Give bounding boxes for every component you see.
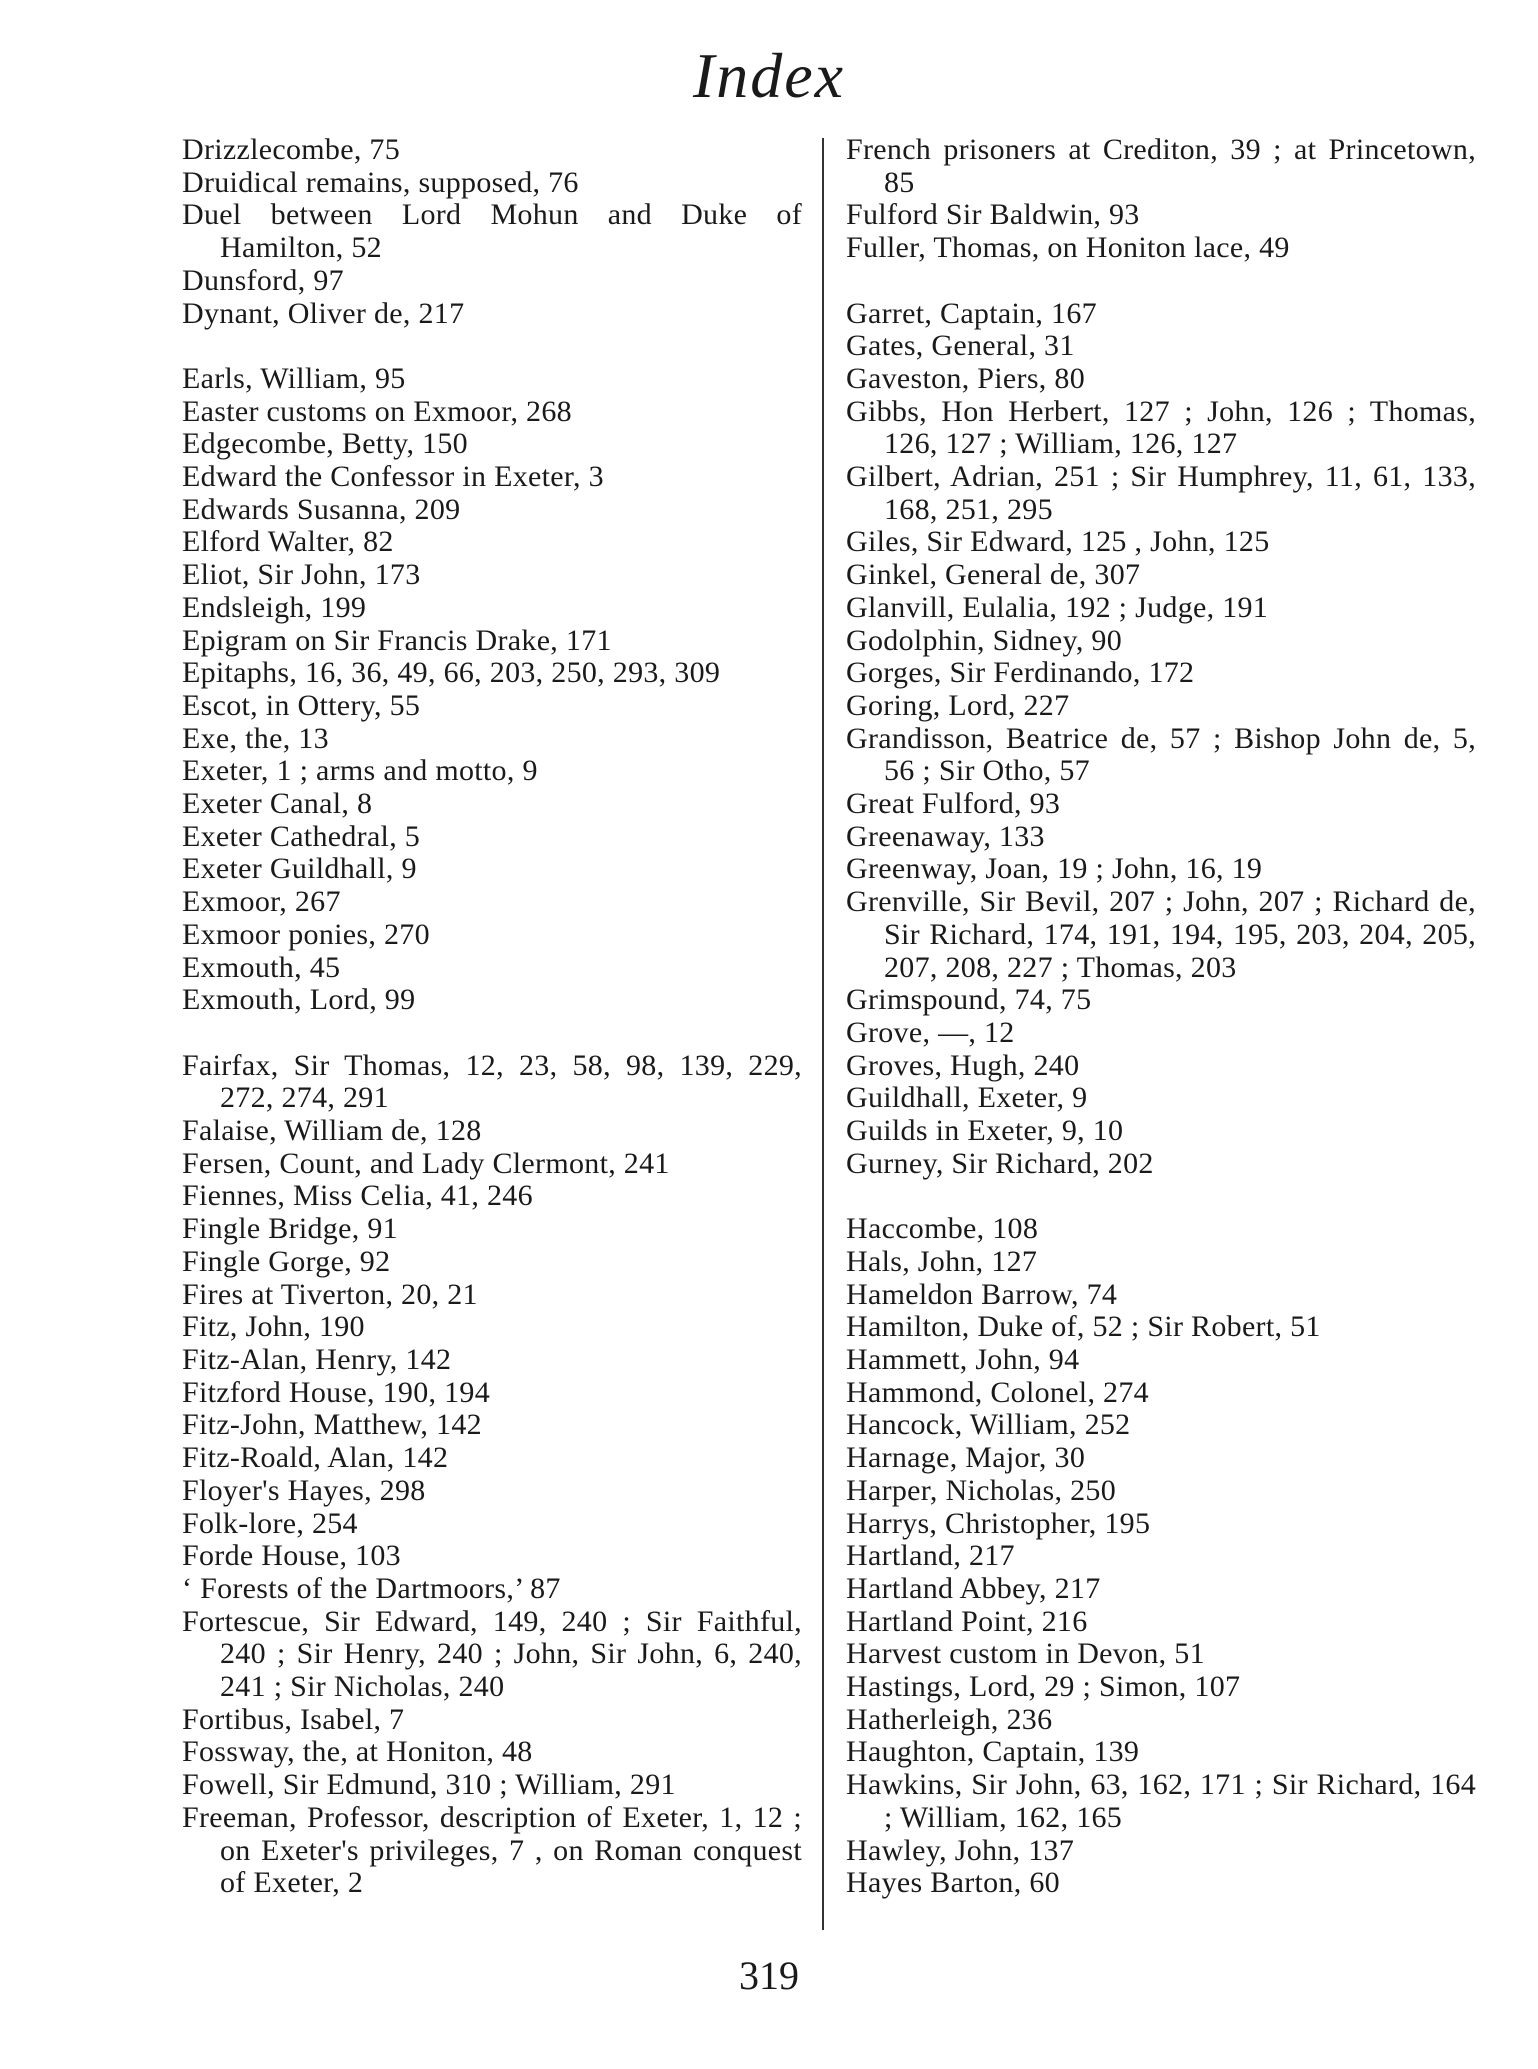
index-entry: Glanvill, Eulalia, 192 ; Judge, 191 xyxy=(846,590,1269,624)
index-entry: Dunsford, 97 xyxy=(182,263,344,297)
index-entry: Grandisson, Beatrice de, 57 ; Bishop John de, 5, 56 ; Sir Otho, 57 xyxy=(846,721,1476,788)
index-entry: Hartland, 217 xyxy=(846,1539,1015,1573)
index-entry: Gurney, Sir Richard, 202 xyxy=(846,1146,1154,1180)
index-entry: Exe, the, 13 xyxy=(182,721,329,755)
index-entry: Grove, —, 12 xyxy=(846,1015,1015,1049)
index-entry: Gorges, Sir Ferdinando, 172 xyxy=(846,656,1195,690)
index-entry: Escot, in Ottery, 55 xyxy=(182,688,421,722)
index-entry: Guilds in Exeter, 9, 10 xyxy=(846,1114,1124,1148)
index-entry: Grenville, Sir Bevil, 207 ; John, 207 ; Richard de, Sir Richard, 174, 191, 194, 195, 203, 204, 205, 207, 208, 227 ; Thomas, 203 xyxy=(846,885,1476,984)
index-entry: Hartland Point, 216 xyxy=(846,1604,1088,1638)
index-column-right xyxy=(846,134,1476,1900)
index-entry: Goring, Lord, 227 xyxy=(846,688,1070,722)
index-entry: Gaveston, Piers, 80 xyxy=(846,361,1086,395)
index-entry: Hawkins, Sir John, 63, 162, 171 ; Sir Richard, 164 ; William, 162, 165 xyxy=(846,1768,1476,1834)
index-entry: Folk-lore, 254 xyxy=(182,1506,358,1540)
index-entry: Hancock, William, 252 xyxy=(846,1408,1131,1442)
index-entry: Gates, General, 31 xyxy=(846,329,1075,363)
index-entry: Harper, Nicholas, 250 xyxy=(846,1473,1117,1507)
index-entry: Greenway, Joan, 19 ; John, 16, 19 xyxy=(846,852,1263,886)
index-entry: Epitaphs, 16, 36, 49, 66, 203, 250, 293, 309 xyxy=(182,656,721,690)
index-entry: Dynant, Oliver de, 217 xyxy=(182,296,465,330)
index-column-left xyxy=(182,134,802,1900)
index-entry: Hammett, John, 94 xyxy=(846,1342,1080,1376)
index-entry: Duel between Lord Mohun and Duke of Hamilton, 52 xyxy=(182,198,802,265)
index-entry: Fairfax, Sir Thomas, 12, 23, 58, 98, 139, 229, 272, 274, 291 xyxy=(182,1048,802,1115)
index-entry: Exmoor, 267 xyxy=(182,885,341,919)
index-entry: Hameldon Barrow, 74 xyxy=(846,1277,1118,1311)
index-entry: Hammond, Colonel, 274 xyxy=(846,1375,1149,1409)
index-entry: Grimspound, 74, 75 xyxy=(846,983,1092,1017)
index-entry: Gilbert, Adrian, 251 ; Sir Humphrey, 11, 61, 133, 168, 251, 295 xyxy=(846,460,1476,526)
index-entry: Exeter Guildhall, 9 xyxy=(182,852,417,886)
index-entry: Giles, Sir Edward, 125 , John, 125 xyxy=(846,525,1270,559)
index-entry: French prisoners at Crediton, 39 ; at Princetown, 85 xyxy=(846,133,1476,199)
index-entry: Fulford Sir Baldwin, 93 xyxy=(846,198,1140,232)
index-entry: Exmouth, Lord, 99 xyxy=(182,983,416,1017)
index-entry: Fitzford House, 190, 194 xyxy=(182,1375,491,1409)
index-entry: Exmoor ponies, 270 xyxy=(182,917,430,951)
index-entry: Harnage, Major, 30 xyxy=(846,1441,1086,1475)
index-entry: Freeman, Professor, description of Exeter, 1, 12 ; on Exeter's privileges, 7 , on Roman conquest of Exeter, 2 xyxy=(182,1800,802,1900)
page-title: Index xyxy=(692,40,846,111)
index-entry: Fiennes, Miss Celia, 41, 246 xyxy=(182,1179,533,1213)
index-entry: Fires at Tiverton, 20, 21 xyxy=(182,1277,478,1311)
index-entry: Godolphin, Sidney, 90 xyxy=(846,623,1123,657)
index-entry: Fortibus, Isabel, 7 xyxy=(182,1702,405,1736)
index-entry: Exeter Cathedral, 5 xyxy=(182,819,421,853)
index-entry: Falaise, William de, 128 xyxy=(182,1114,482,1148)
index-entry: Fitz-John, Matthew, 142 xyxy=(182,1408,482,1442)
letter-group-gap xyxy=(182,330,802,363)
index-entry: Hayes Barton, 60 xyxy=(846,1866,1060,1900)
index-entry: Fuller, Thomas, on Honiton lace, 49 xyxy=(846,231,1290,265)
index-entry: Fortescue, Sir Edward, 149, 240 ; Sir Faithful, 240 ; Sir Henry, 240 ; John, Sir John, 6, 240, 241 ; Sir Nicholas, 240 xyxy=(182,1604,802,1704)
index-entry: Fitz, John, 190 xyxy=(182,1310,365,1344)
index-entry: Epigram on Sir Francis Drake, 171 xyxy=(182,623,612,657)
index-entry: Fitz-Alan, Henry, 142 xyxy=(182,1342,452,1376)
index-entry: ‘ Forests of the Dartmoors,’ 87 xyxy=(182,1571,561,1605)
index-entry: Fossway, the, at Honiton, 48 xyxy=(182,1735,533,1769)
index-entry: Easter customs on Exmoor, 268 xyxy=(182,394,572,428)
index-entry: Exeter Canal, 8 xyxy=(182,787,373,821)
letter-group-gap xyxy=(182,1017,802,1050)
page-number: 319 xyxy=(739,1953,799,1998)
index-entry: Floyer's Hayes, 298 xyxy=(182,1473,426,1507)
index-entry: Garret, Captain, 167 xyxy=(846,296,1097,330)
index-entry: Forde House, 103 xyxy=(182,1539,401,1573)
letter-group-gap xyxy=(846,1180,1476,1213)
index-entry: Gibbs, Hon Herbert, 127 ; John, 126 ; Thomas, 126, 127 ; William, 126, 127 xyxy=(846,394,1476,461)
index-entry: Fingle Bridge, 91 xyxy=(182,1212,398,1246)
index-entry: Edwards Susanna, 209 xyxy=(182,492,461,526)
index-entry: Harrys, Christopher, 195 xyxy=(846,1506,1151,1540)
index-entry: Hawley, John, 137 xyxy=(846,1833,1075,1867)
index-entry: Edward the Confessor in Exeter, 3 xyxy=(182,460,604,494)
index-entry: Ginkel, General de, 307 xyxy=(846,558,1141,592)
index-entry: Fowell, Sir Edmund, 310 ; William, 291 xyxy=(182,1768,676,1802)
index-entry: Harvest custom in Devon, 51 xyxy=(846,1637,1205,1671)
index-entry: Earls, William, 95 xyxy=(182,361,406,395)
index-entry: Eliot, Sir John, 173 xyxy=(182,558,421,592)
index-entry: Druidical remains, supposed, 76 xyxy=(182,165,579,199)
index-entry: Edgecombe, Betty, 150 xyxy=(182,427,468,461)
index-entry: Fersen, Count, and Lady Clermont, 241 xyxy=(182,1146,670,1180)
index-entry: Elford Walter, 82 xyxy=(182,525,394,559)
index-entry: Groves, Hugh, 240 xyxy=(846,1048,1080,1082)
index-entry: Hartland Abbey, 217 xyxy=(846,1571,1101,1605)
index-entry: Exmouth, 45 xyxy=(182,950,341,984)
index-entry: Hastings, Lord, 29 ; Simon, 107 xyxy=(846,1670,1241,1704)
index-entry: Exeter, 1 ; arms and motto, 9 xyxy=(182,754,538,788)
index-entry: Fingle Gorge, 92 xyxy=(182,1244,391,1278)
column-divider xyxy=(822,138,824,1930)
index-entry: Haccombe, 108 xyxy=(846,1212,1039,1246)
index-entry: Greenaway, 133 xyxy=(846,819,1045,853)
index-entry: Guildhall, Exeter, 9 xyxy=(846,1081,1088,1115)
index-entry: Hatherleigh, 236 xyxy=(846,1702,1053,1736)
index-entry: Haughton, Captain, 139 xyxy=(846,1735,1140,1769)
index-entry: Endsleigh, 199 xyxy=(182,590,367,624)
index-entry: Hamilton, Duke of, 52 ; Sir Robert, 51 xyxy=(846,1310,1321,1344)
index-entry: Drizzlecombe, 75 xyxy=(182,133,401,166)
index-entry: Great Fulford, 93 xyxy=(846,787,1061,821)
letter-group-gap xyxy=(846,265,1476,298)
index-entry: Hals, John, 127 xyxy=(846,1244,1038,1278)
index-entry: Fitz-Roald, Alan, 142 xyxy=(182,1441,449,1475)
